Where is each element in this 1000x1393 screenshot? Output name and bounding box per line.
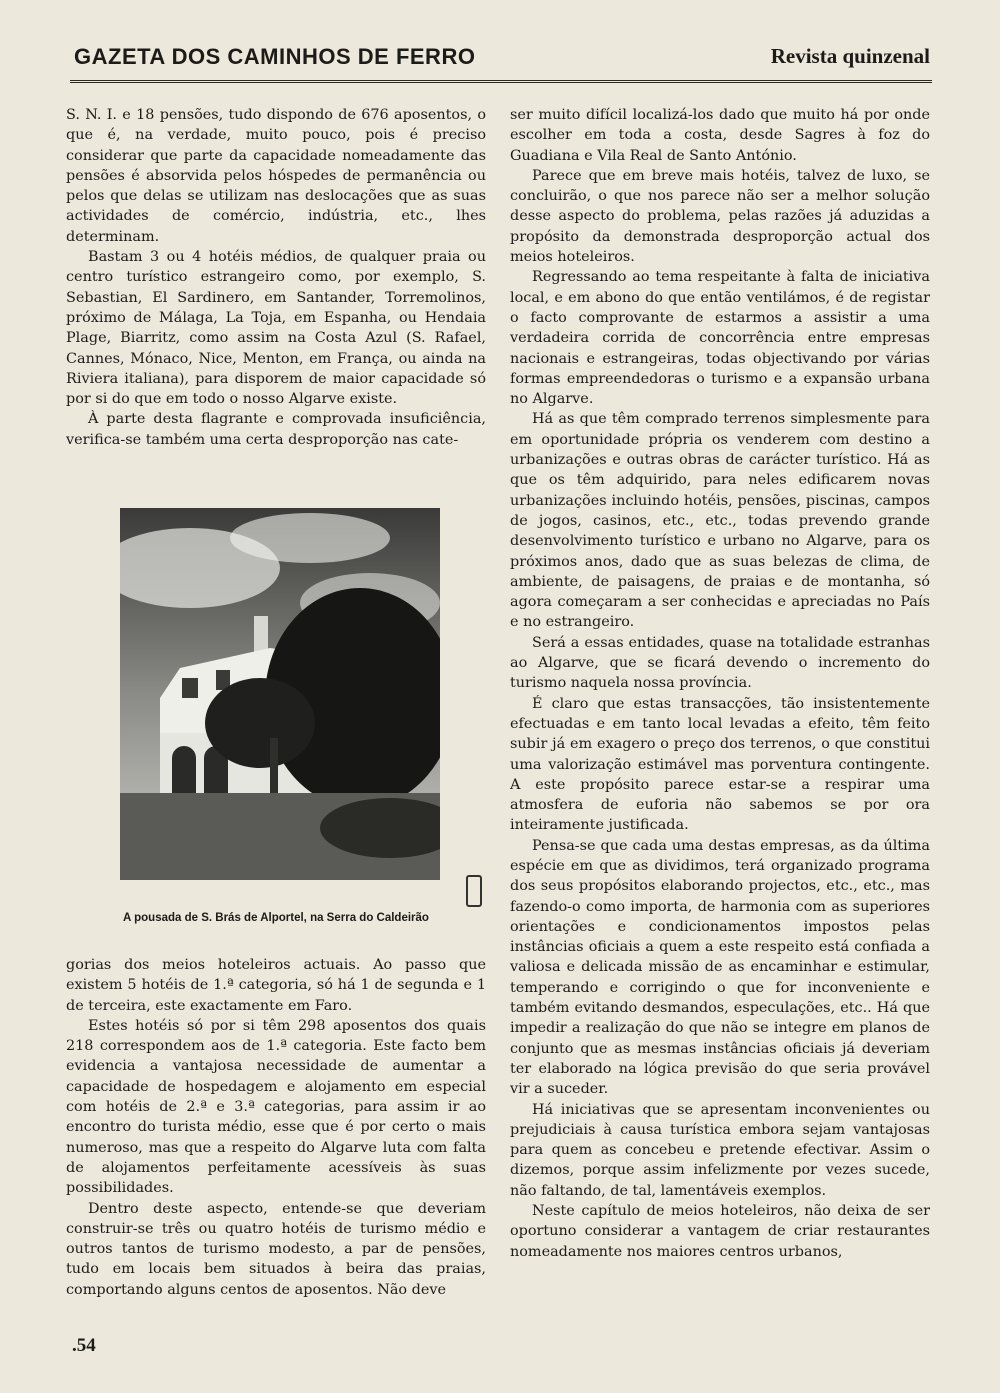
photo-pousada xyxy=(120,508,440,880)
photo-illustration xyxy=(120,508,440,880)
page-number: .54 xyxy=(72,1335,96,1356)
paragraph: Há as que têm comprado terrenos simplesmente para em oportunidade própria os venderem com destino a urbanizações e outras obras de carácter turístico. Há as que os têm adquirido, para neles edificarem novas urbanizações incluindo hotéis, pensões, piscinas, campos de jogos, casinos, etc., etc., todas prevendo grande desenvolvimento turístico e urbano no Algarve, para os próximos anos, dado que as suas belezas de clima, de ambiente, de paisagens, de praias e de montanha, só agora começaram a ser conhecidas e apreciadas no País e no estrangeiro. xyxy=(510,411,930,631)
right-column xyxy=(510,105,930,1262)
figure-caption: A pousada de S. Brás de Alportel, na Serra do Caldeirão xyxy=(123,912,429,924)
figure-corner-mark xyxy=(466,875,482,907)
paragraph: S. N. I. e 18 pensões, tudo dispondo de 676 aposentos, o que é, na verdade, muito pouco, pois é preciso considerar que parte da capacidade nomeadamente das pensões é absorvida pelos hóspedes de permanência ou pelos que delas se utilizam nas deslocações que as suas actividades de comércio, indústria, etc., lhes determinam. xyxy=(66,107,486,245)
paragraph: Bastam 3 ou 4 hotéis médios, de qualquer praia ou centro turístico estrangeiro como, por exemplo, S. Sebastian, El Sardinero, em Santander, Torremolinos, próximo de Málaga, La Toja, em Espanha, ou Hendaia Plage, Biarritz, como assim na Costa Azul (S. Rafael, Cannes, Mónaco, Nice, Menton, em França, ou ainda na Riviera italiana), para disporem de maior capacidade só por si do que em todo o nosso Algarve existe. xyxy=(66,249,486,408)
paragraph: Regressando ao tema respeitante à falta de iniciativa local, e em abono do que então ventilámos, é de registar o facto comprovante de estarmos a assistir a uma verdadeira corrida de concorrência entre empresas nacionais e estrangeiras, todas objectivando por várias formas empreendedoras o turismo e a expansão urbana no Algarve. xyxy=(510,269,930,408)
paragraph: Estes hotéis só por si têm 298 aposentos dos quais 218 correspondem aos de 1.ª categoria. Este facto bem evidencia a vantajosa necessidade de aumentar a capacidade de hospedagem e alojamento em especial com hotéis de 2.ª e 3.ª categorias, para assim ir ao encontro do turista médio, esse que é por certo o mais numeroso, mas que a respeito do Algarve luta com falta de alojamentos perfeitamente acessíveis às suas possibilidades. xyxy=(66,1017,486,1197)
paragraph: Neste capítulo de meios hoteleiros, não deixa de ser oportuno considerar a vantagem de criar restaurantes nomeadamente nos maiores centros urbanos, xyxy=(510,1203,930,1260)
paragraph: gorias dos meios hoteleiros actuais. Ao passo que existem 5 hotéis de 1.ª categoria, só há 1 de segunda e 1 de terceira, este exactamente em Faro. xyxy=(66,957,486,1014)
left-column-top xyxy=(66,105,486,450)
paragraph: Será a essas entidades, quase na totalidade estranhas ao Algarve, que se ficará devendo o incremento do turismo naquela nossa província. xyxy=(510,634,930,692)
paragraph: Pensa-se que cada uma destas empresas, as da última espécie em que as dividimos, terá organizado programa dos seus propósitos elaborando projectos, etc., etc., mas fazendo-o como importa, de harmonia com as superiores orientações e condicionamentos impostos pelas instâncias oficiais a quem a este respeito está confiada a valiosa e delicada missão de as encaminhar e estimular, temperando e corrigindo o que for inconveniente e também evitando desmandos, especulações, etc.. Há que impedir a realização do que não se integre em planos de conjunto que as mesmas instâncias oficiais já deveriam ter elaborado na lógica previsão do que seria provável vir a suceder. xyxy=(510,837,930,1098)
paragraph: À parte desta flagrante e comprovada insuficiência, verifica-se também uma certa desproporção nas cate- xyxy=(66,411,486,448)
paragraph: Parece que em breve mais hotéis, talvez de luxo, se concluirão, o que nos parece não ser a melhor solução desse aspecto do problema, pelas razões já aduzidas a propósito da demonstrada desproporção actual dos meios hoteleiros. xyxy=(510,167,930,266)
left-column-bottom xyxy=(66,955,486,1300)
paragraph: Há iniciativas que se apresentam inconvenientes ou prejudiciais à causa turística embora sejam vantajosas para quem as concebeu e pretende efectivar. Assim o dizemos, porque assim infelizmente por vezes sucede, não faltando, de tal, lamentáveis exemplos. xyxy=(510,1101,930,1199)
paragraph: É claro que estas transacções, tão insistentemente efectuadas e em tanto local levadas a efeito, têm feito subir já em exagero o preço dos terrenos, o que constitui uma valorização estimável mas porventura contingente. A este propósito parece estar-se a respirar uma atmosfera de euforia não sabemos se por ora inteiramente justificada. xyxy=(510,695,930,834)
journal-subtitle: Revista quinzenal xyxy=(770,44,930,68)
header-divider xyxy=(70,80,932,83)
paragraph: Dentro deste aspecto, entende-se que deveriam construir-se três ou quatro hotéis de turismo médio e outros tantos de turismo modesto, a par de pensões, tudo em locais bem situados à beira das praias, comportando alguns centos de aposentos. Não deve xyxy=(66,1200,486,1298)
paragraph: ser muito difícil localizá-los dado que muito há por onde escolher em toda a costa, desde Sagres à foz do Guadiana e Vila Real de Santo António. xyxy=(510,107,930,164)
journal-title: GAZETA DOS CAMINHOS DE FERRO xyxy=(74,44,476,69)
